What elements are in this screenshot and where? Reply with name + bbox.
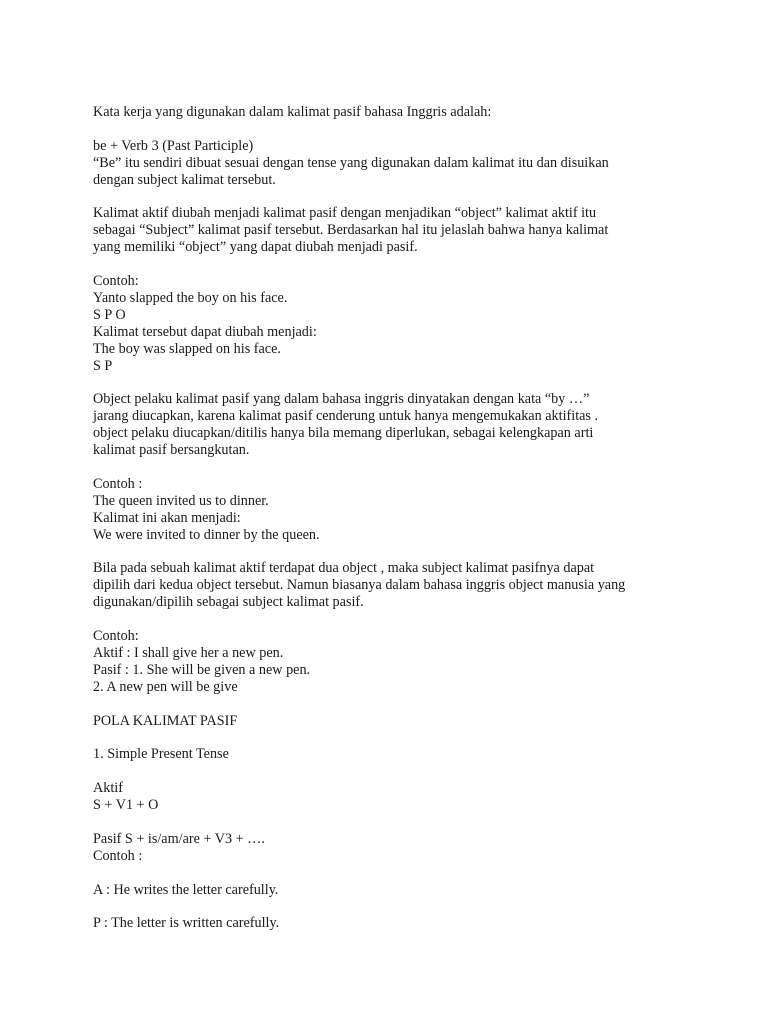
paragraph [93,104,733,121]
text-line: dengan subject kalimat tersebut. [93,171,276,188]
text-line: Kata kerja yang digunakan dalam kalimat pasif bahasa Inggris adalah: [93,104,492,120]
text-line: We were invited to dinner by the queen. [93,526,320,543]
text-line: Pasif : 1. She will be given a new pen. [93,661,311,678]
text-line: dipilih dari kedua object tersebut. Namun biasanya dalam bahasa inggris object manusia yang [93,577,626,594]
paragraph [93,138,733,189]
paragraph [93,780,733,814]
text-line: kalimat pasif bersangkutan. [93,442,250,459]
text-line: S + V1 + O [93,797,159,813]
text-line: 2. A new pen will be give [93,678,238,695]
text-line: Kalimat tersebut dapat diubah menjadi: [93,323,317,340]
paragraph [93,476,733,544]
paragraph [93,882,733,899]
text-line: Contoh : [93,847,143,864]
text-line: sebagai “Subject” kalimat pasif tersebut. Berdasarkan hal itu jelaslah bahwa hanya kalimat [93,222,609,239]
text-line: yang memiliki “object” yang dapat diubah menjadi pasif. [93,239,418,256]
text-line: POLA KALIMAT PASIF [93,712,238,729]
text-line: Kalimat aktif diubah menjadi kalimat pasif dengan menjadikan “object” kalimat aktif itu [93,205,597,222]
text-line: Kalimat ini akan menjadi: [93,509,241,526]
paragraph [93,273,733,374]
text-line: be + Verb 3 (Past Participle) [93,137,254,154]
text-line: The queen invited us to dinner. [93,492,269,509]
paragraph [93,915,733,932]
text-line: Aktif [93,780,123,797]
text-line: jarang diucapkan, karena kalimat pasif cenderung untuk hanya mengemukakan aktifitas . [93,408,599,425]
document-page [93,104,733,949]
paragraph [93,713,733,730]
text-line: S P O [93,306,126,323]
text-line: Yanto slapped the boy on his face. [93,289,288,306]
paragraph [93,560,733,611]
paragraph [93,391,733,459]
text-line: P : The letter is written carefully. [93,915,280,932]
text-line: Contoh: [93,627,139,644]
text-line: Contoh : [93,475,143,492]
paragraph [93,746,733,763]
text-line: “Be” itu sendiri dibuat sesuai dengan tense yang digunakan dalam kalimat itu dan disuikan [93,154,609,171]
text-line: object pelaku diucapkan/ditilis hanya bila memang diperlukan, sebagai kelengkapan arti [93,425,594,442]
text-line: 1. Simple Present Tense [93,746,229,763]
text-line: Aktif : I shall give her a new pen. [93,644,284,661]
text-line: S P [93,357,113,374]
text-line: Contoh: [93,273,139,290]
paragraph [93,205,733,256]
text-line: Object pelaku kalimat pasif yang dalam bahasa inggris dinyatakan dengan kata “by …” [93,391,590,408]
text-line: The boy was slapped on his face. [93,340,281,357]
text-line: Pasif S + is/am/are + V3 + …. [93,830,265,847]
paragraph [93,831,733,865]
text-line: digunakan/dipilih sebagai subject kalimat pasif. [93,594,364,611]
paragraph [93,628,733,696]
text-line: Bila pada sebuah kalimat aktif terdapat dua object , maka subject kalimat pasifnya dapat [93,560,595,577]
text-line: A : He writes the letter carefully. [93,881,279,898]
